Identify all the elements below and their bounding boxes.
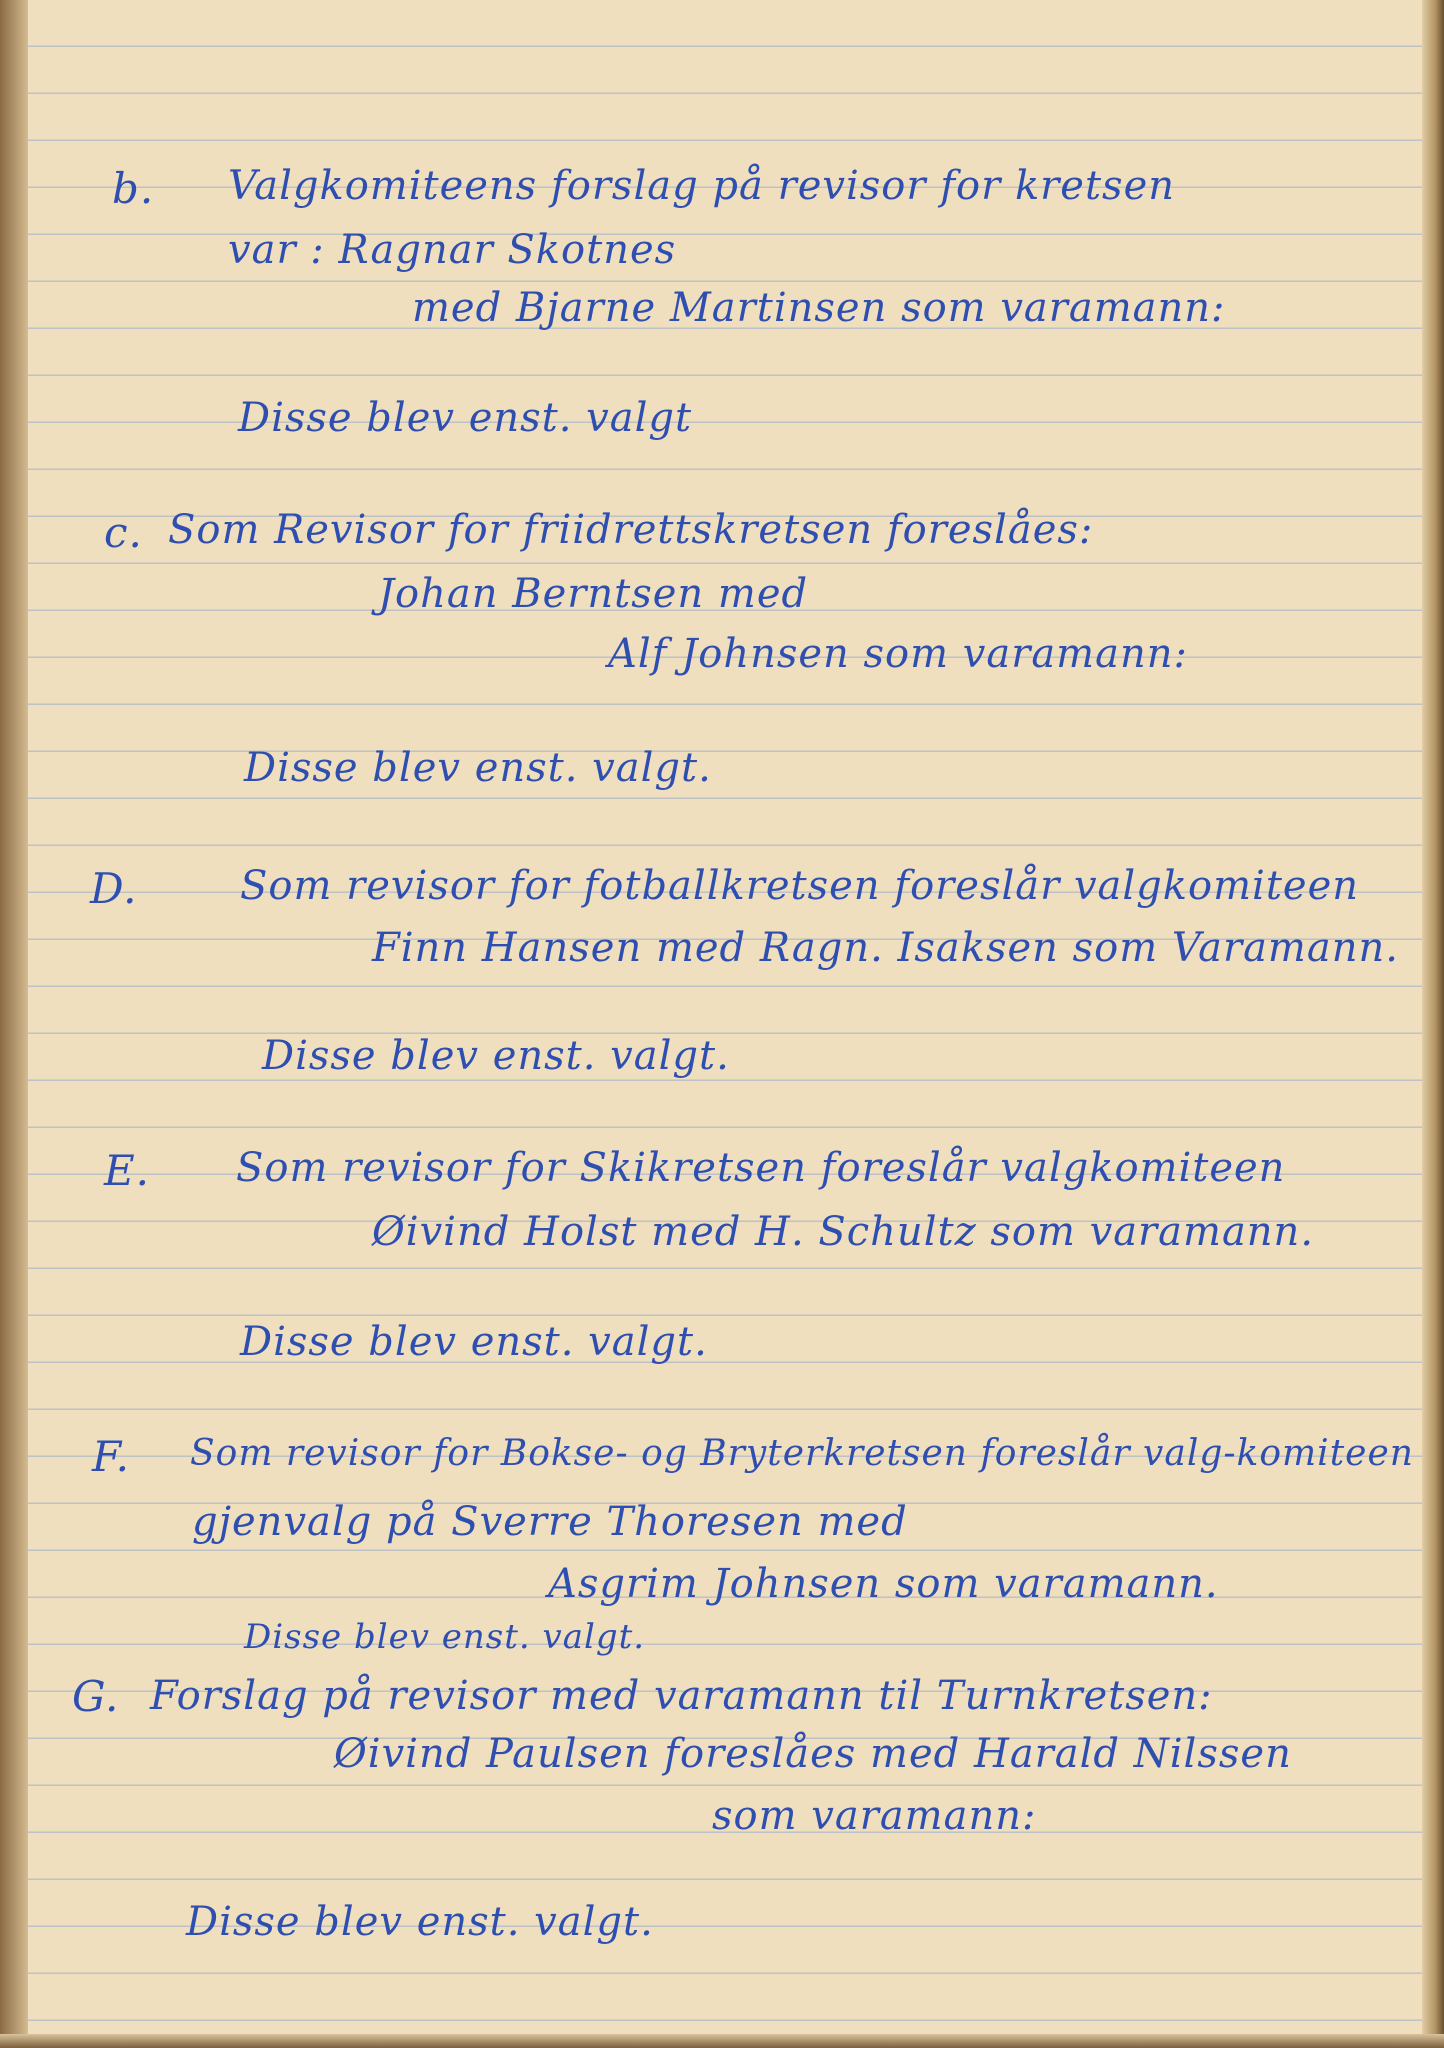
entry-text-line: Som revisor for Bokse- og Bryterkretsen foreslår valg-komiteen <box>190 1433 1414 1474</box>
entry-text-line: Valgkomiteens forslag på revisor for kretsen <box>228 163 1176 209</box>
entry-result: Disse blev enst. valgt. <box>244 745 712 791</box>
entry-label: E. <box>104 1146 151 1195</box>
entry-label: D. <box>90 864 138 913</box>
entry-text-line: Johan Berntsen med <box>378 571 809 617</box>
entry-label: G. <box>72 1672 120 1721</box>
entry-text-line: som varamann: <box>712 1793 1037 1839</box>
entry-text-line: Som revisor for fotballkretsen foreslår valgkomiteen <box>240 863 1360 909</box>
entry-text-line: Alf Johnsen som varamann: <box>608 631 1188 677</box>
entry-result: Disse blev enst. valgt. <box>186 1899 654 1945</box>
entry-result: Disse blev enst. valgt. <box>240 1319 708 1365</box>
entry-text-line: Finn Hansen med Ragn. Isaksen som Varamann. <box>372 925 1399 971</box>
page-right-edge <box>1422 0 1444 2048</box>
entry-text-line: Forslag på revisor med varamann til Turnkretsen: <box>150 1673 1213 1719</box>
entry-label: F. <box>92 1432 130 1481</box>
page-bottom-edge <box>0 2034 1444 2048</box>
entry-text-line: Øivind Paulsen foreslåes med Harald Nilssen <box>334 1731 1292 1777</box>
entry-text-line: Som revisor for Skikretsen foreslår valgkomiteen <box>236 1145 1286 1191</box>
entry-result: Disse blev enst. valgt. <box>262 1033 730 1079</box>
entry-result: Disse blev enst. valgt. <box>244 1617 646 1657</box>
binding-edge <box>0 0 28 2048</box>
entry-label: b. <box>112 164 155 213</box>
entry-text-line: Asgrim Johnsen som varamann. <box>548 1561 1219 1607</box>
entry-text-line: var : Ragnar Skotnes <box>228 227 677 273</box>
entry-text-line: gjenvalg på Sverre Thoresen med <box>192 1499 908 1545</box>
entry-text-line: Som Revisor for friidrettskretsen foreslåes: <box>168 507 1094 553</box>
entry-text-line: Øivind Holst med H. Schultz som varamann. <box>372 1209 1315 1255</box>
entry-text-line: med Bjarne Martinsen som varamann: <box>412 285 1226 331</box>
entry-label: c. <box>104 508 143 557</box>
entry-result: Disse blev enst. valgt <box>238 395 693 441</box>
